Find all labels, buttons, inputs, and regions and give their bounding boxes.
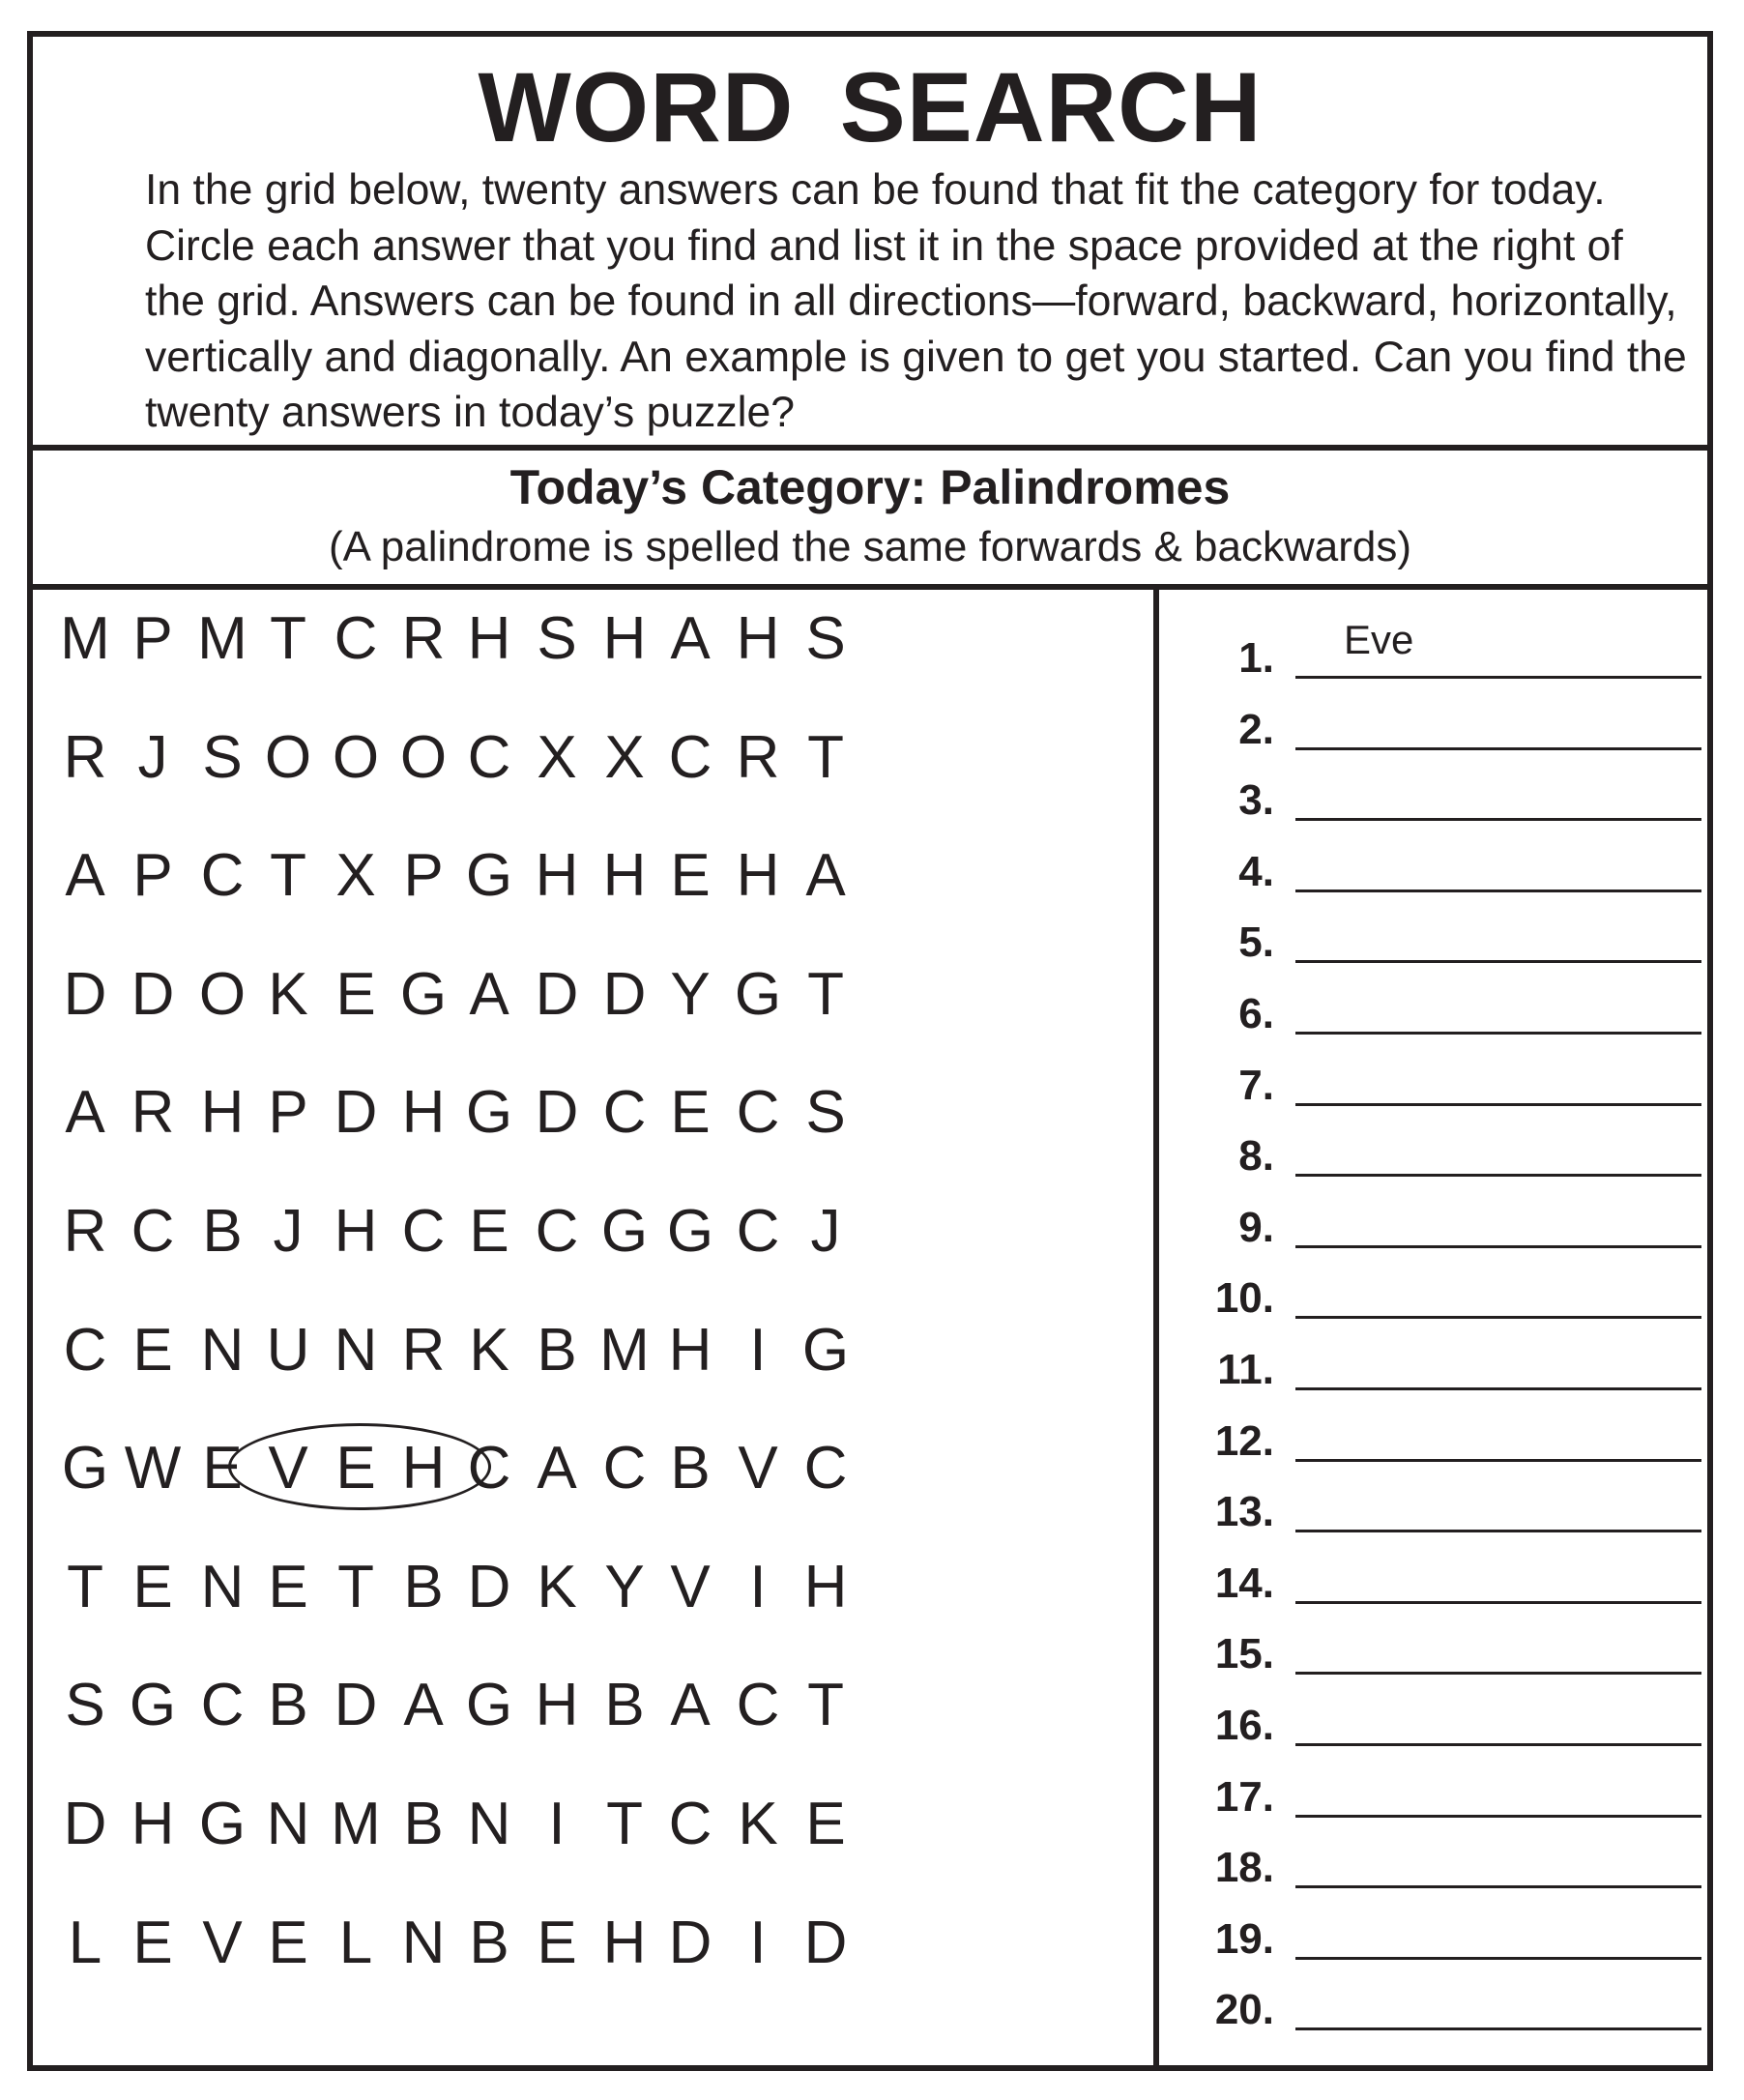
grid-letter[interactable]: J [137,723,168,791]
grid-row [33,596,1154,683]
grid-letter[interactable]: I [749,1316,767,1384]
answer-number: 3. [1238,776,1274,825]
grid-letter[interactable]: R [401,1316,446,1384]
grid-letter[interactable]: O [198,960,247,1028]
grid-letter[interactable]: C [200,842,245,910]
grid-letter[interactable]: H [602,842,647,910]
answer-row [1160,1554,1707,1612]
grid-letter[interactable]: V [670,1553,711,1620]
answer-blank[interactable] [1295,1245,1701,1248]
letter-grid [33,590,1154,2069]
example-circle [228,1423,491,1510]
grid-letter[interactable]: E [670,842,711,910]
grid-letter[interactable]: H [401,1079,446,1147]
answer-row [1160,1767,1707,1825]
grid-letter[interactable]: P [403,842,444,910]
grid-letter[interactable]: B [202,1198,243,1265]
grid-letter[interactable]: P [132,842,173,910]
grid-letter[interactable]: G [801,1316,850,1384]
grid-letter[interactable]: H [467,605,511,672]
grid-letter[interactable]: R [131,1079,175,1147]
grid-letter[interactable]: A [805,842,846,910]
answer-blank[interactable] [1295,890,1701,892]
grid-letter[interactable]: C [401,1198,446,1265]
answer-blank[interactable] [1295,676,1701,679]
grid-letter[interactable]: C [535,1198,579,1265]
answer-row [1160,913,1707,971]
grid-letter[interactable]: X [335,842,376,910]
grid-letter[interactable]: H [535,842,579,910]
grid-letter[interactable]: S [805,605,846,672]
grid-letter[interactable]: E [805,1791,846,1857]
answer-number: 17. [1214,1772,1274,1821]
answer-blank[interactable] [1295,2027,1701,2030]
grid-letter[interactable]: T [807,723,844,791]
answer-number: 13. [1214,1488,1274,1536]
answer-value: Eve [1344,617,1414,662]
answer-row [1160,1624,1707,1682]
answer-number: 18. [1214,1844,1274,1892]
grid-letter[interactable]: T [807,960,844,1028]
grid-letter[interactable]: A [670,605,711,672]
grid-letter[interactable]: Y [670,960,711,1028]
grid-letter[interactable]: G [465,842,513,910]
answer-number: 6. [1238,990,1274,1037]
grid-letter[interactable]: H [736,605,780,672]
grid-letter[interactable]: U [266,1316,310,1384]
answer-number: 1. [1238,634,1274,682]
grid-letter[interactable]: E [132,1553,173,1620]
grid-letter[interactable]: A [65,842,105,910]
grid-letter[interactable]: G [61,1435,109,1502]
grid-letter[interactable]: A [469,960,509,1028]
grid-letter[interactable]: O [399,723,448,791]
grid-letter[interactable]: D [535,1079,579,1147]
answer-row [1160,1056,1707,1114]
grid-letter[interactable]: X [537,723,577,791]
grid-letter[interactable]: D [803,1909,848,1976]
grid-letter[interactable]: O [332,723,380,791]
grid-letter[interactable]: A [403,1672,444,1739]
puzzle-header [33,37,1707,447]
grid-letter[interactable]: M [60,605,110,672]
grid-letter[interactable]: B [670,1435,711,1502]
grid-letter[interactable]: H [602,605,647,672]
grid-letter[interactable]: G [734,960,782,1028]
answer-number: 20. [1214,1986,1274,2034]
grid-letter[interactable]: B [469,1909,509,1976]
answer-blank[interactable] [1295,1032,1701,1035]
grid-letter[interactable]: N [334,1316,378,1384]
grid-letter[interactable]: E [268,1553,308,1620]
grid-letter[interactable]: H [334,1198,378,1265]
answer-blank[interactable] [1295,1743,1701,1746]
answer-row [1160,1412,1707,1470]
answer-blank[interactable] [1295,1459,1701,1462]
grid-letter[interactable]: H [535,1672,579,1739]
grid-letter[interactable]: G [465,1672,513,1739]
grid-letter[interactable]: G [666,1198,714,1265]
grid-row [33,1781,1154,1868]
grid-letter[interactable]: E [670,1079,711,1147]
grid-letter[interactable]: C [668,723,712,791]
grid-letter[interactable]: L [68,1909,102,1976]
answer-blank[interactable] [1295,1672,1701,1675]
grid-letter[interactable]: K [537,1553,577,1620]
answer-number: 10. [1214,1274,1274,1323]
answer-blank[interactable] [1295,1316,1701,1319]
grid-letter[interactable]: I [749,1909,767,1976]
answer-blank[interactable] [1295,1957,1701,1960]
grid-letter[interactable]: R [736,723,780,791]
grid-letter[interactable]: P [132,605,173,672]
answer-row [1160,1910,1707,1968]
grid-letter[interactable]: B [268,1672,308,1739]
answer-blank[interactable] [1295,960,1701,963]
grid-letter[interactable]: S [202,723,243,791]
page-title: WORD SEARCH [478,52,1263,162]
grid-letter[interactable]: D [334,1672,378,1739]
answer-number: 5. [1238,919,1274,967]
grid-letter[interactable]: T [807,1672,844,1739]
grid-letter[interactable]: L [338,1909,373,1976]
answer-row [1160,1838,1707,1896]
grid-letter[interactable]: E [469,1198,509,1265]
grid-letter[interactable]: P [268,1079,308,1147]
answer-number: 16. [1214,1702,1274,1749]
grid-letter[interactable]: E [202,1435,243,1502]
grid-letter[interactable]: D [131,960,175,1028]
answer-number: 4. [1238,847,1274,895]
grid-letter[interactable]: C [602,1435,647,1502]
grid-letter[interactable]: T [270,842,306,910]
grid-letter[interactable]: E [132,1316,173,1384]
grid-letter[interactable]: R [63,1198,107,1265]
grid-letter[interactable]: X [604,723,645,791]
grid-letter[interactable]: C [736,1198,780,1265]
grid-row [33,951,1154,1038]
answer-blank[interactable] [1295,1530,1701,1532]
grid-row [33,1662,1154,1749]
grid-letter[interactable]: J [273,1198,304,1265]
grid-letter[interactable]: A [670,1672,711,1739]
answer-blank[interactable] [1295,1174,1701,1177]
instructions-text: In the grid below, twenty answers can be found that fit the category for today. Circle each answer that you find and list it in the space provided at the right of the grid. Answers can be found in all directions—forward, backward, horizontally, vertically and diagonally. An example is given to get you started. Can you find the twenty answers in today’s puzzle? [145,166,1687,436]
grid-letter[interactable]: R [63,723,107,791]
grid-letter[interactable]: D [467,1553,511,1620]
grid-letter[interactable]: A [65,1079,105,1147]
grid-letter[interactable]: G [600,1198,649,1265]
answer-blank[interactable] [1295,818,1701,821]
grid-letter[interactable]: S [805,1079,846,1147]
answer-blank[interactable] [1295,1885,1701,1888]
answer-number: 9. [1238,1203,1274,1251]
grid-letter[interactable]: I [548,1791,566,1857]
grid-letter[interactable]: D [602,960,647,1028]
answer-blank[interactable] [1295,1601,1701,1604]
grid-letter[interactable]: E [537,1909,577,1976]
grid-letter[interactable]: H [736,842,780,910]
grid-letter[interactable]: H [131,1791,175,1857]
answer-number: 19. [1214,1914,1274,1963]
answer-row [1160,1980,1707,2038]
grid-row [33,1307,1154,1394]
answer-blank[interactable] [1295,1103,1701,1106]
grid-row [33,1188,1154,1275]
grid-row [33,1069,1154,1156]
grid-letter[interactable]: B [604,1672,645,1739]
grid-letter[interactable]: V [268,1435,308,1502]
grid-letter[interactable]: D [63,1791,107,1857]
grid-letter[interactable]: J [810,1198,841,1265]
grid-letter[interactable]: N [266,1791,310,1857]
grid-letter[interactable]: C [467,723,511,791]
grid-letter[interactable]: Y [604,1553,645,1620]
grid-letter[interactable]: T [67,1553,103,1620]
grid-letter[interactable]: M [197,605,247,672]
grid-row [33,1425,1154,1512]
grid-letter[interactable]: H [602,1909,647,1976]
answer-row [1160,842,1707,900]
answer-list [1160,590,1707,2069]
grid-letter[interactable]: E [132,1909,173,1976]
grid-letter[interactable]: K [268,960,308,1028]
grid-letter[interactable]: C [200,1672,245,1739]
grid-letter[interactable]: H [401,1435,446,1502]
grid-letter[interactable]: D [334,1079,378,1147]
answer-number: 12. [1214,1416,1274,1465]
grid-letter[interactable]: T [606,1791,643,1857]
grid-letter[interactable]: D [535,960,579,1028]
grid-letter[interactable]: B [403,1791,444,1857]
grid-letter[interactable]: N [200,1553,245,1620]
category-title: Today’s Category: Palindromes [509,460,1231,514]
grid-row [33,832,1154,919]
grid-letter[interactable]: V [738,1435,778,1502]
grid-letter[interactable]: K [738,1791,778,1857]
grid-letter[interactable]: W [124,1435,182,1502]
answer-row [1160,1340,1707,1398]
category-box [33,456,1707,582]
grid-letter[interactable]: C [63,1316,107,1384]
answer-number: 7. [1238,1061,1274,1109]
grid-letter[interactable]: N [467,1791,511,1857]
answer-row [1160,700,1707,758]
grid-letter[interactable]: C [602,1079,647,1147]
answer-row [1160,1269,1707,1327]
grid-letter[interactable]: E [268,1909,308,1976]
grid-answers-divider [1153,588,1159,2071]
grid-letter[interactable]: D [668,1909,712,1976]
grid-letter[interactable]: C [736,1079,780,1147]
grid-letter[interactable]: C [803,1435,848,1502]
answer-number: 2. [1238,705,1274,753]
grid-letter[interactable]: C [131,1198,175,1265]
grid-letter[interactable]: V [202,1909,243,1976]
answer-row [1160,771,1707,829]
grid-letter[interactable]: C [334,605,378,672]
grid-letter[interactable]: M [599,1316,650,1384]
grid-letter[interactable]: T [270,605,306,672]
grid-row [33,715,1154,802]
answer-row [1160,617,1707,686]
grid-letter[interactable]: I [749,1553,767,1620]
grid-letter[interactable]: G [198,1791,247,1857]
grid-letter[interactable]: S [537,605,577,672]
grid-row [33,1900,1154,1987]
grid-letter[interactable]: A [537,1435,577,1502]
category-subtitle: (A palindrome is spelled the same forwards & backwards) [328,523,1412,570]
answer-blank[interactable] [1295,747,1701,750]
grid-letter[interactable]: G [465,1079,513,1147]
answer-number: 11. [1217,1346,1274,1393]
answer-row [1160,1482,1707,1540]
grid-letter[interactable]: E [335,960,376,1028]
grid-letter[interactable]: H [803,1553,848,1620]
puzzle-frame [27,31,1713,2071]
answer-number: 15. [1214,1630,1274,1678]
answer-row [1160,984,1707,1042]
grid-letter[interactable]: R [401,605,446,672]
grid-letter[interactable]: C [736,1672,780,1739]
answer-number: 8. [1238,1132,1274,1181]
answer-row [1160,1198,1707,1256]
grid-letter[interactable]: B [537,1316,577,1384]
grid-letter[interactable]: C [467,1435,511,1502]
grid-letter[interactable]: C [668,1791,712,1857]
grid-letter[interactable]: T [337,1553,374,1620]
grid-letter[interactable]: O [264,723,312,791]
grid-letter[interactable]: G [399,960,448,1028]
answer-row [1160,1126,1707,1184]
grid-letter[interactable]: K [469,1316,509,1384]
grid-letter[interactable]: H [668,1316,712,1384]
grid-letter[interactable]: S [65,1672,105,1739]
grid-letter[interactable]: D [63,960,107,1028]
answer-blank[interactable] [1295,1815,1701,1818]
grid-letter[interactable]: N [200,1316,245,1384]
grid-row [33,1544,1154,1631]
header-divider [33,445,1707,451]
grid-letter[interactable]: G [129,1672,177,1739]
answer-number: 14. [1214,1559,1274,1607]
answer-blank[interactable] [1295,1387,1701,1390]
grid-letter[interactable]: H [200,1079,245,1147]
answer-row [1160,1696,1707,1754]
grid-letter[interactable]: M [331,1791,381,1857]
grid-letter[interactable]: N [401,1909,446,1976]
grid-letter[interactable]: B [403,1553,444,1620]
grid-letter[interactable]: E [335,1435,376,1502]
